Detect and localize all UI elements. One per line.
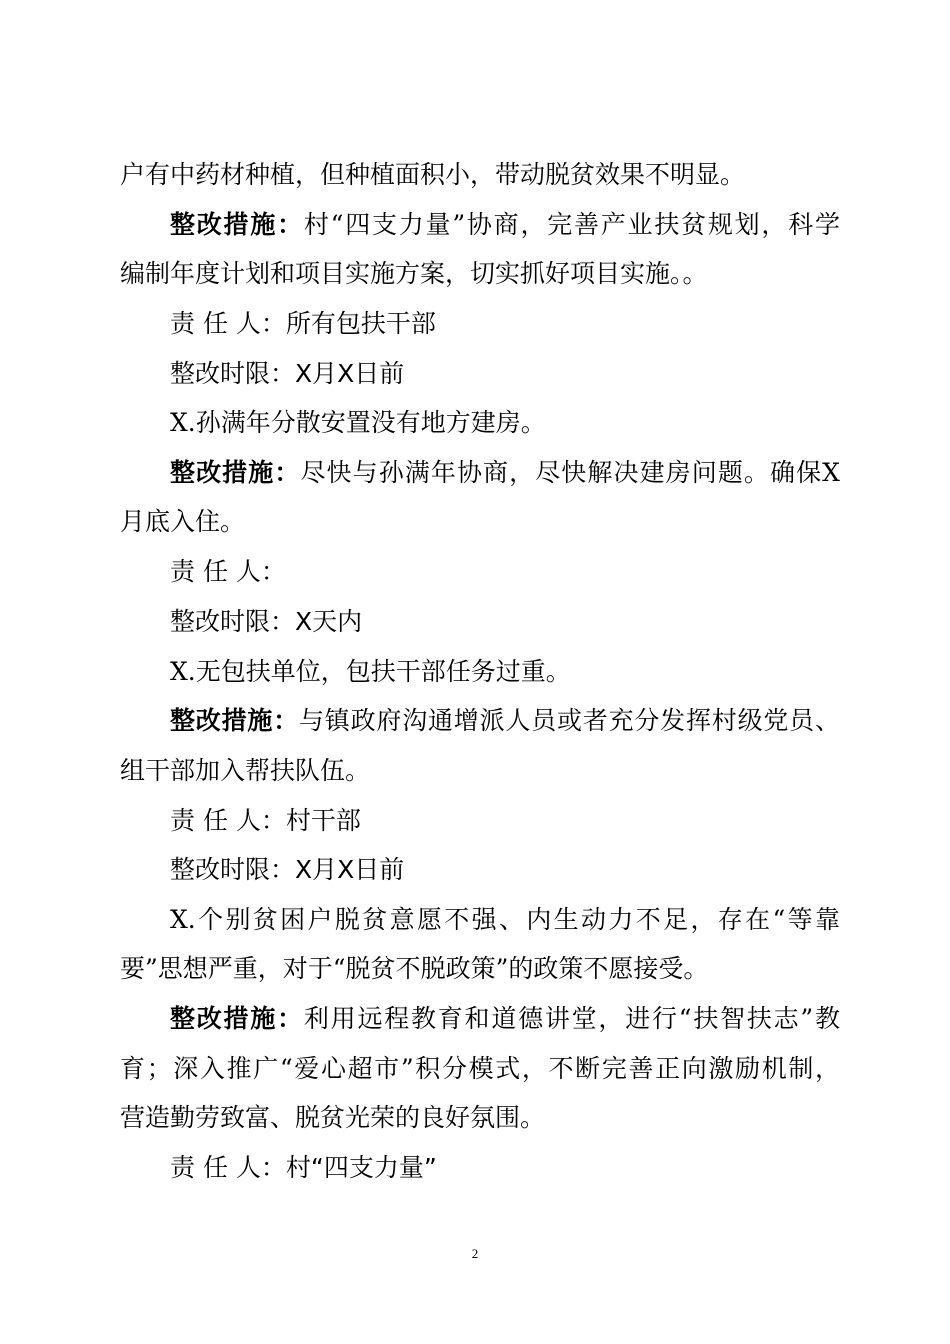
deadline-line: 整改时限：X月X日前 (170, 359, 405, 388)
measure-text: 尽快与孙满年协商，尽快解决建房问题。确保X (300, 458, 840, 487)
measure-line (170, 706, 840, 736)
issue-line: X.无包扶单位，包扶干部任务过重。 (170, 657, 571, 686)
responsible-line: 责 任 人：村干部 (170, 806, 361, 835)
measure-line (170, 210, 840, 240)
deadline-line: 整改时限：X天内 (170, 607, 363, 636)
body-text-line: 户有中药材种植，但种植面积小，带动脱贫效果不明显。 (120, 160, 746, 189)
body-text-line: 育；深入推广“爱心超市”积分模式，不断完善正向激励机制， (120, 1054, 840, 1083)
measure-text: 村“四支力量”协商，完善产业扶贫规划，科学 (303, 210, 840, 239)
measure-label: 整改措施： (170, 706, 299, 735)
measure-label: 整改措施： (170, 210, 304, 239)
body-text-line: 编制年度计划和项目实施方案，切实抓好项目实施。。 (120, 259, 708, 288)
measure-text: 利用远程教育和道德讲堂，进行“扶智扶志”教 (303, 1004, 840, 1033)
measure-label: 整改措施： (170, 458, 301, 487)
body-text-line: 要”思想严重，对于“脱贫不脱政策”的政策不愿接受。 (120, 954, 709, 983)
responsible-line: 责 任 人：所有包扶干部 (170, 309, 436, 338)
responsible-line: 责 任 人：村“四支力量” (170, 1153, 437, 1182)
issue-line: X.个别贫困户脱贫意愿不强、内生动力不足，存在“等靠 (170, 905, 840, 934)
responsible-line: 责 任 人： (170, 557, 286, 586)
body-text-line: 月底入住。 (120, 507, 246, 536)
measure-line (170, 458, 840, 488)
measure-line (170, 1004, 840, 1034)
deadline-line: 整改时限：X月X日前 (170, 855, 405, 884)
measure-label: 整改措施： (170, 1004, 304, 1033)
page-number: 2 (471, 1246, 479, 1261)
measure-text: 与镇政府沟通增派人员或者充分发挥村级党员、 (299, 706, 840, 735)
issue-line: X.孙满年分散安置没有地方建房。 (170, 408, 546, 437)
body-text-line: 组干部加入帮扶队伍。 (120, 756, 371, 785)
body-text-line: 营造勤劳致富、脱贫光荣的良好氛围。 (120, 1103, 546, 1132)
